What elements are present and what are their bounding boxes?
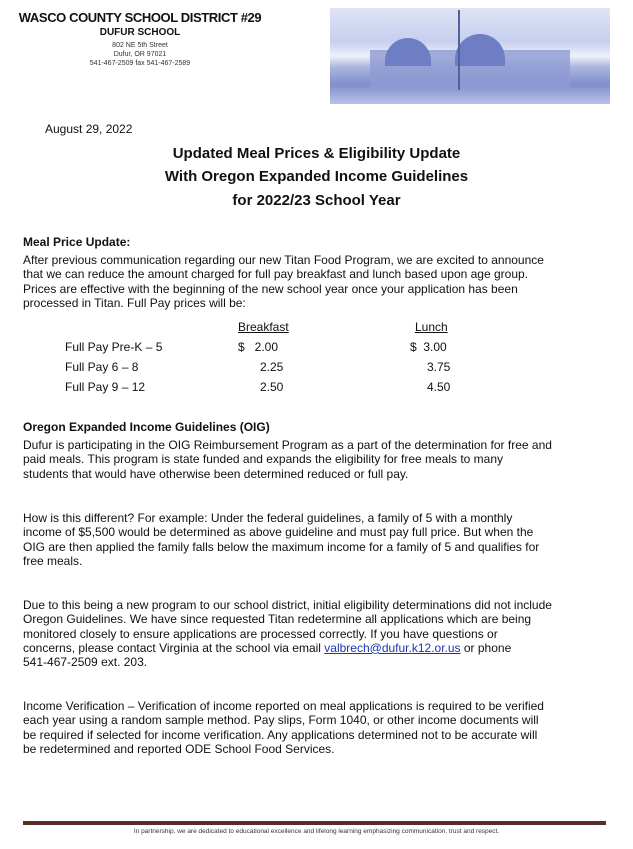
verification-paragraph — [23, 699, 623, 756]
breakfast-price: 2.25 — [260, 360, 284, 374]
title-line: for 2022/23 School Year — [232, 192, 401, 209]
text-line: paid meals. This program is state funded and expands the eligibility for free meals to many — [23, 452, 504, 467]
title-line: With Oregon Expanded Income Guidelines — [164, 168, 469, 185]
text-line: Oregon Guidelines. We have since requested Titan redetermine all applications which are being — [23, 612, 532, 627]
text-line: How is this different? For example: Under the federal guidelines, a family of 5 with a monthly — [23, 511, 513, 525]
meal-paragraph — [23, 253, 623, 310]
text-line: be redetermined and reported ODE School Food Services. — [23, 741, 335, 756]
phone-line: 541-467-2509 fax 541-467-2589 — [89, 60, 191, 67]
letter-date: August 29, 2022 — [45, 122, 133, 136]
footer-divider — [23, 821, 606, 825]
oig-paragraph — [23, 438, 623, 481]
text-line: be required if selected for income verification. Any applications determined not to be accurate will — [23, 727, 538, 742]
address-line: 802 NE 5th Street — [112, 42, 168, 49]
lunch-price: 4.50 — [427, 380, 451, 394]
text-line: students that would have otherwise been determined reduced or full pay. — [23, 466, 409, 481]
lunch-header: Lunch — [415, 320, 448, 334]
school-name: DUFUR SCHOOL — [99, 27, 181, 38]
contact-paragraph — [23, 598, 623, 669]
text-line: 541-467-2509 ext. 203. — [23, 655, 148, 670]
text-line: Due to this being a new program to our school district, initial eligibility determinations did not include — [23, 598, 552, 612]
email-link[interactable]: valbrech@dufur.k12.or.us — [324, 640, 461, 655]
text-line: processed in Titan. Full Pay prices will be: — [23, 295, 246, 310]
text-line: free meals. — [23, 553, 83, 568]
text-line — [23, 641, 623, 655]
letterhead — [0, 10, 280, 80]
school-photo — [330, 8, 610, 104]
text-line: monitored closely to ensure applications are processed correctly. If you have questions or — [23, 626, 498, 641]
oig-heading: Oregon Expanded Income Guidelines (OIG) — [23, 420, 270, 434]
text-line: Income Verification – Verification of income reported on meal applications is required to be verified — [23, 699, 544, 713]
text-line: Prices are effective with the beginning of the new school year once your application has been — [23, 281, 518, 296]
footer-motto: In partnership, we are dedicated to educational excellence and lifelong learning emphasizing communication, trust and respect. — [133, 828, 500, 835]
title-line: Updated Meal Prices & Eligibility Update — [172, 145, 461, 162]
breakfast-price: 2.50 — [260, 380, 284, 394]
text-line: each year using a random sample method. Pay slips, Form 1040, or other income documents will — [23, 713, 539, 728]
text-line: that we can reduce the amount charged for full pay breakfast and lunch based upon age group. — [23, 267, 529, 282]
text-line: income of $5,500 would be determined as above guideline and must pay full price. But when the — [23, 525, 534, 540]
text-line: Dufur is participating in the OIG Reimbursement Program as a part of the determination for free and — [23, 438, 552, 452]
city-line: Dufur, OR 97021 — [113, 51, 167, 58]
breakfast-price: $ 2.00 — [238, 340, 279, 354]
row-label: Full Pay 6 – 8 — [65, 360, 139, 374]
lunch-price: $ 3.00 — [410, 340, 447, 354]
row-label: Full Pay Pre-K – 5 — [65, 340, 163, 354]
row-label: Full Pay 9 – 12 — [65, 380, 146, 394]
breakfast-header: Breakfast — [238, 320, 289, 334]
district-name: WASCO COUNTY SCHOOL DISTRICT #29 — [18, 10, 262, 25]
lunch-price: 3.75 — [427, 360, 451, 374]
text-line: After previous communication regarding our new Titan Food Program, we are excited to announce — [23, 253, 544, 267]
example-paragraph — [23, 511, 623, 568]
text-line: OIG are then applied the family falls below the maximum income for a family of 5 and qualifies for — [23, 539, 540, 554]
text-span: concerns, please contact Virginia at the school via email — [23, 640, 325, 655]
text-span: or phone — [460, 640, 512, 655]
meal-heading: Meal Price Update: — [23, 235, 131, 249]
